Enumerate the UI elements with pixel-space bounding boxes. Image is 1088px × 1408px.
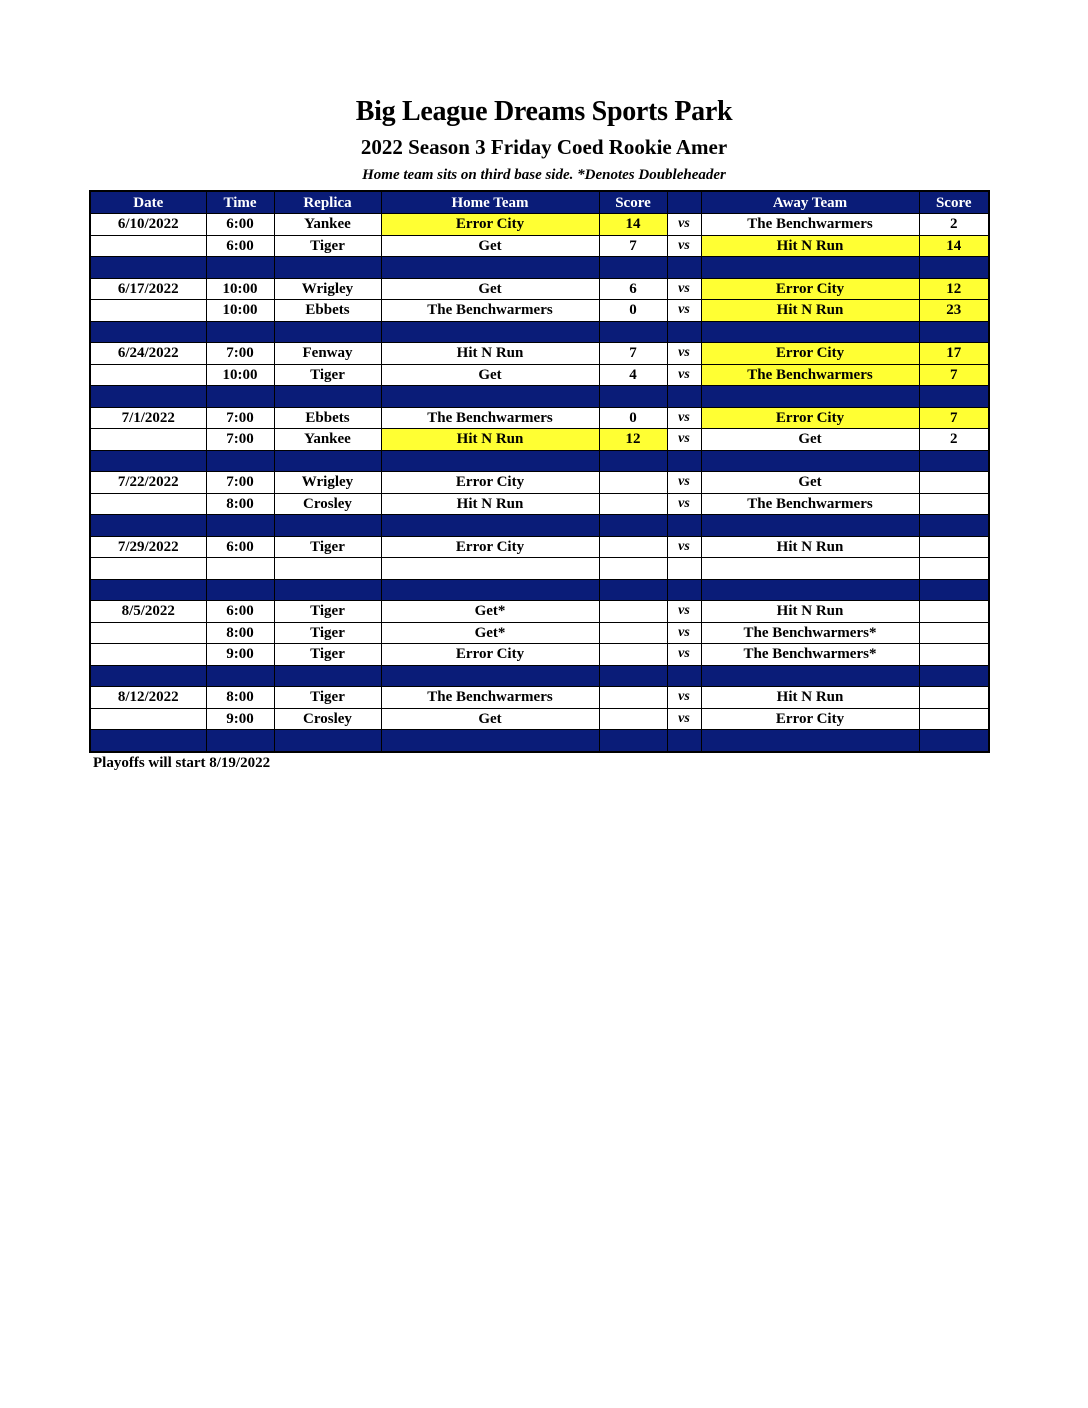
spacer-cell [206,515,274,537]
spacer-cell [381,321,599,343]
time-cell: 6:00 [206,214,274,236]
table-row [90,687,989,709]
away-team-cell: Hit N Run [701,536,919,558]
home-team-cell: Get* [381,601,599,623]
date-cell: 6/24/2022 [90,343,206,365]
home-score-cell [599,687,667,709]
column-header-away-team: Away Team [701,191,919,214]
spacer-cell [599,386,667,408]
table-row [90,472,989,494]
spacer-cell [919,579,989,601]
vs-cell: vs [667,364,701,386]
away-team-cell: Hit N Run [701,687,919,709]
home-team-cell: Get [381,278,599,300]
spacer-cell [701,515,919,537]
away-score-cell [919,708,989,730]
table-row [90,407,989,429]
spacer-cell [599,665,667,687]
home-score-cell [599,472,667,494]
vs-cell: vs [667,644,701,666]
time-cell: 9:00 [206,708,274,730]
away-score-cell [919,622,989,644]
vs-cell: vs [667,708,701,730]
home-score-cell [599,558,667,580]
column-header-away-score: Score [919,191,989,214]
away-score-cell [919,687,989,709]
replica-cell: Wrigley [274,278,381,300]
date-cell [90,300,206,322]
spacer-cell [206,257,274,279]
playoffs-note: Playoffs will start 8/19/2022 [93,755,271,771]
spacer-cell [381,515,599,537]
spacer-row [90,450,989,472]
time-cell: 8:00 [206,687,274,709]
away-score-cell: 2 [919,429,989,451]
spacer-cell [701,730,919,752]
home-team-cell: The Benchwarmers [381,407,599,429]
home-team-cell [381,558,599,580]
spacer-cell [599,257,667,279]
spacer-cell [667,515,701,537]
time-cell: 6:00 [206,536,274,558]
replica-cell [274,558,381,580]
away-team-cell: Error City [701,343,919,365]
spacer-cell [599,515,667,537]
spacer-cell [274,730,381,752]
away-score-cell [919,536,989,558]
spacer-cell [206,579,274,601]
date-cell: 7/29/2022 [90,536,206,558]
home-team-cell: Error City [381,536,599,558]
home-team-cell: Get [381,364,599,386]
time-cell: 8:00 [206,493,274,515]
spacer-row [90,257,989,279]
vs-cell: vs [667,493,701,515]
away-score-cell: 7 [919,364,989,386]
vs-cell: vs [667,235,701,257]
spacer-cell [206,450,274,472]
away-score-cell [919,472,989,494]
home-score-cell: 7 [599,235,667,257]
spacer-cell [90,665,206,687]
spacer-cell [381,386,599,408]
spacer-cell [206,730,274,752]
away-team-cell: The Benchwarmers [701,493,919,515]
replica-cell: Wrigley [274,472,381,494]
vs-cell: vs [667,472,701,494]
spacer-cell [667,450,701,472]
spacer-cell [919,665,989,687]
spacer-cell [90,515,206,537]
spacer-cell [206,386,274,408]
spacer-cell [701,665,919,687]
replica-cell: Crosley [274,493,381,515]
spacer-cell [381,665,599,687]
replica-cell: Tiger [274,364,381,386]
spacer-cell [919,730,989,752]
spacer-row [90,730,989,752]
table-row [90,364,989,386]
away-team-cell [701,558,919,580]
spacer-cell [599,450,667,472]
date-cell [90,493,206,515]
time-cell: 10:00 [206,300,274,322]
spacer-cell [206,665,274,687]
column-header-time: Time [206,191,274,214]
spacer-cell [599,321,667,343]
spacer-cell [90,257,206,279]
away-team-cell: Error City [701,407,919,429]
replica-cell: Tiger [274,235,381,257]
replica-cell: Tiger [274,622,381,644]
spacer-cell [274,579,381,601]
home-score-cell: 0 [599,407,667,429]
spacer-cell [701,257,919,279]
vs-cell: vs [667,429,701,451]
home-score-cell [599,622,667,644]
spacer-cell [90,321,206,343]
time-cell: 9:00 [206,644,274,666]
vs-cell [667,558,701,580]
home-score-cell: 14 [599,214,667,236]
table-row [90,536,989,558]
away-team-cell: Get [701,472,919,494]
replica-cell: Tiger [274,687,381,709]
spacer-cell [381,579,599,601]
home-score-cell [599,708,667,730]
spacer-cell [90,450,206,472]
column-header-vs [667,191,701,214]
replica-cell: Tiger [274,536,381,558]
away-team-cell: Hit N Run [701,601,919,623]
home-team-cell: Error City [381,644,599,666]
spacer-cell [919,386,989,408]
home-score-cell: 4 [599,364,667,386]
vs-cell: vs [667,300,701,322]
schedule-note: Home team sits on third base side. *Denotes Doubleheader [362,167,726,183]
table-row [90,278,989,300]
away-team-cell: The Benchwarmers [701,214,919,236]
date-cell [90,622,206,644]
spacer-cell [919,257,989,279]
replica-cell: Tiger [274,601,381,623]
table-row [90,214,989,236]
table-row [90,601,989,623]
home-team-cell: Get [381,235,599,257]
table-row [90,644,989,666]
spacer-cell [701,386,919,408]
away-team-cell: Error City [701,278,919,300]
spacer-cell [274,515,381,537]
away-team-cell: Error City [701,708,919,730]
time-cell: 10:00 [206,278,274,300]
date-cell [90,235,206,257]
away-score-cell [919,558,989,580]
home-score-cell [599,644,667,666]
time-cell: 10:00 [206,364,274,386]
time-cell: 6:00 [206,601,274,623]
vs-cell: vs [667,687,701,709]
away-score-cell: 12 [919,278,989,300]
table-row [90,493,989,515]
vs-cell: vs [667,214,701,236]
date-cell: 7/1/2022 [90,407,206,429]
home-team-cell: Get* [381,622,599,644]
vs-cell: vs [667,407,701,429]
table-row [90,708,989,730]
spacer-cell [701,450,919,472]
vs-cell: vs [667,278,701,300]
time-cell [206,558,274,580]
home-team-cell: Hit N Run [381,429,599,451]
replica-cell: Yankee [274,214,381,236]
time-cell: 7:00 [206,429,274,451]
spacer-cell [274,450,381,472]
spacer-cell [701,579,919,601]
table-header-row [90,191,989,214]
home-team-cell: Error City [381,472,599,494]
spacer-cell [381,450,599,472]
spacer-cell [667,321,701,343]
time-cell: 6:00 [206,235,274,257]
page-subtitle: 2022 Season 3 Friday Coed Rookie Amer [360,135,728,159]
spacer-cell [599,579,667,601]
page-title: Big League Dreams Sports Park [355,96,733,127]
home-score-cell [599,536,667,558]
date-cell: 6/10/2022 [90,214,206,236]
replica-cell: Crosley [274,708,381,730]
date-cell: 8/5/2022 [90,601,206,623]
spacer-cell [381,257,599,279]
spacer-cell [90,579,206,601]
column-header-replica: Replica [274,191,381,214]
spacer-cell [274,386,381,408]
date-cell: 6/17/2022 [90,278,206,300]
spacer-cell [90,386,206,408]
home-score-cell: 6 [599,278,667,300]
home-team-cell: The Benchwarmers [381,300,599,322]
home-score-cell: 0 [599,300,667,322]
vs-cell: vs [667,601,701,623]
away-score-cell: 14 [919,235,989,257]
spacer-cell [701,321,919,343]
home-score-cell [599,601,667,623]
date-cell [90,364,206,386]
spacer-cell [919,515,989,537]
home-team-cell: Hit N Run [381,343,599,365]
away-score-cell: 17 [919,343,989,365]
home-team-cell: Error City [381,214,599,236]
spacer-row [90,386,989,408]
spacer-cell [381,730,599,752]
table-row [90,235,989,257]
replica-cell: Ebbets [274,300,381,322]
away-score-cell [919,644,989,666]
home-team-cell: The Benchwarmers [381,687,599,709]
column-header-home-score: Score [599,191,667,214]
away-score-cell: 2 [919,214,989,236]
home-score-cell: 12 [599,429,667,451]
replica-cell: Fenway [274,343,381,365]
date-cell [90,644,206,666]
away-score-cell: 23 [919,300,989,322]
table-row [90,300,989,322]
table-row [90,429,989,451]
away-team-cell: Hit N Run [701,235,919,257]
spacer-cell [274,665,381,687]
spacer-cell [667,665,701,687]
spacer-cell [274,257,381,279]
vs-cell: vs [667,536,701,558]
spacer-row [90,665,989,687]
away-score-cell [919,601,989,623]
table-row [90,622,989,644]
away-team-cell: The Benchwarmers [701,364,919,386]
column-header-date: Date [90,191,206,214]
away-score-cell: 7 [919,407,989,429]
schedule-table [89,190,990,753]
table-row [90,343,989,365]
table-row [90,558,989,580]
spacer-cell [667,386,701,408]
replica-cell: Ebbets [274,407,381,429]
spacer-cell [274,321,381,343]
spacer-row [90,515,989,537]
home-score-cell: 7 [599,343,667,365]
away-team-cell: Get [701,429,919,451]
spacer-cell [599,730,667,752]
date-cell [90,429,206,451]
away-score-cell [919,493,989,515]
spacer-cell [667,579,701,601]
spacer-cell [919,450,989,472]
home-team-cell: Hit N Run [381,493,599,515]
date-cell [90,558,206,580]
time-cell: 8:00 [206,622,274,644]
vs-cell: vs [667,343,701,365]
replica-cell: Yankee [274,429,381,451]
away-team-cell: Hit N Run [701,300,919,322]
spacer-cell [667,257,701,279]
spacer-cell [919,321,989,343]
spacer-row [90,579,989,601]
time-cell: 7:00 [206,343,274,365]
time-cell: 7:00 [206,472,274,494]
spacer-cell [667,730,701,752]
spacer-cell [206,321,274,343]
replica-cell: Tiger [274,644,381,666]
home-score-cell [599,493,667,515]
column-header-home-team: Home Team [381,191,599,214]
time-cell: 7:00 [206,407,274,429]
away-team-cell: The Benchwarmers* [701,644,919,666]
date-cell: 7/22/2022 [90,472,206,494]
schedule-body [90,214,989,752]
vs-cell: vs [667,622,701,644]
date-cell: 8/12/2022 [90,687,206,709]
spacer-cell [90,730,206,752]
spacer-row [90,321,989,343]
away-team-cell: The Benchwarmers* [701,622,919,644]
home-team-cell: Get [381,708,599,730]
date-cell [90,708,206,730]
